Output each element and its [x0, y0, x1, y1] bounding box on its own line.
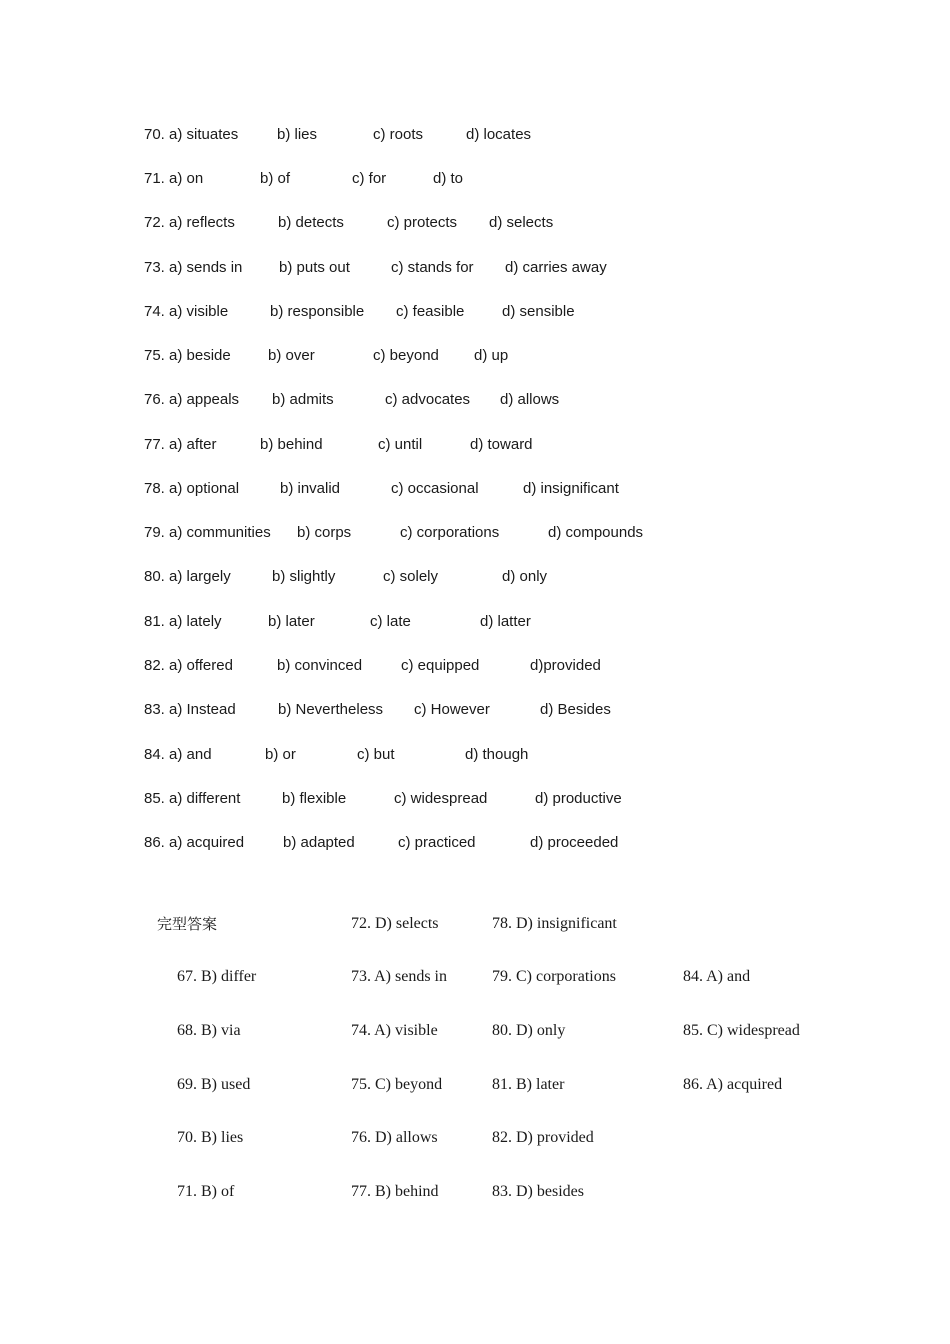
option-d: d) latter [480, 613, 531, 630]
option-c: c) roots [373, 126, 424, 143]
answer-item: 80. D) only [492, 1022, 566, 1039]
option-c: c) widespread [394, 790, 488, 807]
option-b: b) invalid [280, 480, 341, 497]
option-d: d) though [465, 746, 529, 763]
answer-item: 69. B) used [177, 1076, 251, 1093]
answer-item: 84. A) and [683, 968, 751, 985]
answer-item: 78. D) insignificant [492, 915, 617, 932]
option-a: a) visible [169, 303, 229, 320]
answer-item: 76. D) allows [351, 1129, 438, 1146]
option-d: d) up [474, 347, 509, 364]
option-b: b) admits [272, 391, 334, 408]
option-a: a) situates [169, 126, 239, 143]
option-c: c) for [352, 170, 387, 187]
question-row [144, 168, 844, 190]
question-number: 77. [144, 436, 165, 453]
option-a: a) largely [169, 568, 231, 585]
option-a: a) reflects [169, 214, 235, 231]
question-number: 84. [144, 746, 165, 763]
question-number: 80. [144, 568, 165, 585]
question-row [144, 345, 844, 367]
answer-item: 81. B) later [492, 1076, 565, 1093]
question-row [144, 478, 844, 500]
option-c: c) equipped [401, 657, 480, 674]
question-row [144, 699, 844, 721]
option-c: c) protects [387, 214, 458, 231]
answer-item: 86. A) acquired [683, 1076, 783, 1093]
question-row [144, 212, 844, 234]
question-number: 83. [144, 701, 165, 718]
option-c: c) beyond [373, 347, 439, 364]
option-b: b) convinced [277, 657, 363, 674]
option-b: b) adapted [283, 834, 355, 851]
answer-item: 71. B) of [177, 1183, 235, 1200]
option-a: a) appeals [169, 391, 240, 408]
question-row [144, 611, 844, 633]
option-a: a) sends in [169, 259, 243, 276]
question-number: 71. [144, 170, 165, 187]
option-d: d) toward [470, 436, 533, 453]
question-row [144, 788, 844, 810]
option-c: c) advocates [385, 391, 471, 408]
question-row [144, 655, 844, 677]
answer-item: 68. B) via [177, 1022, 241, 1039]
option-a: a) communities [169, 524, 271, 541]
question-row [144, 566, 844, 588]
option-d: d) selects [489, 214, 554, 231]
option-d: d) allows [500, 391, 560, 408]
option-d: d) carries away [505, 259, 607, 276]
option-b: b) responsible [270, 303, 365, 320]
answer-item: 74. A) visible [351, 1022, 438, 1039]
option-b: b) of [260, 170, 291, 187]
option-b: b) over [268, 347, 315, 364]
option-d: d) locates [466, 126, 532, 143]
option-d: d) to [433, 170, 464, 187]
answers-title: 完型答案 [157, 915, 218, 933]
option-b: b) slightly [272, 568, 336, 585]
question-number: 75. [144, 347, 165, 364]
question-row [144, 257, 844, 279]
question-number: 72. [144, 214, 165, 231]
option-c: c) stands for [391, 259, 474, 276]
question-row [144, 832, 844, 854]
option-c: c) practiced [398, 834, 476, 851]
option-a: a) optional [169, 480, 240, 497]
answer-item: 82. D) provided [492, 1129, 594, 1146]
question-number: 81. [144, 613, 165, 630]
option-a: a) beside [169, 347, 231, 364]
question-row [144, 434, 844, 456]
option-c: c) solely [383, 568, 439, 585]
option-d: d) Besides [540, 701, 611, 718]
question-row [144, 389, 844, 411]
question-number: 70. [144, 126, 165, 143]
question-number: 82. [144, 657, 165, 674]
option-b: b) detects [278, 214, 344, 231]
answer-item: 70. B) lies [177, 1129, 244, 1146]
question-number: 73. [144, 259, 165, 276]
option-c: c) However [414, 701, 490, 718]
option-a: a) after [169, 436, 217, 453]
question-number: 76. [144, 391, 165, 408]
answer-item: 72. D) selects [351, 915, 439, 932]
option-b: b) puts out [279, 259, 350, 276]
option-b: b) lies [277, 126, 318, 143]
question-number: 78. [144, 480, 165, 497]
option-b: b) flexible [282, 790, 347, 807]
question-number: 86. [144, 834, 165, 851]
answer-item: 75. C) beyond [351, 1076, 443, 1093]
option-c: c) occasional [391, 480, 479, 497]
answer-item: 83. D) besides [492, 1183, 584, 1200]
answer-item: 77. B) behind [351, 1183, 439, 1200]
option-b: b) Nevertheless [278, 701, 384, 718]
option-d: d) productive [535, 790, 622, 807]
answer-item: 73. A) sends in [351, 968, 447, 985]
option-b: b) corps [297, 524, 352, 541]
option-b: b) behind [260, 436, 323, 453]
question-number: 85. [144, 790, 165, 807]
option-d: d) proceeded [530, 834, 619, 851]
question-row [144, 301, 844, 323]
option-a: a) on [169, 170, 204, 187]
option-d: d) insignificant [523, 480, 619, 497]
option-a: a) acquired [169, 834, 245, 851]
option-d: d) sensible [502, 303, 575, 320]
answer-item: 85. C) widespread [683, 1022, 800, 1039]
answer-item: 79. C) corporations [492, 968, 616, 985]
option-d: d)provided [530, 657, 601, 674]
question-number: 79. [144, 524, 165, 541]
question-number: 74. [144, 303, 165, 320]
option-c: c) but [357, 746, 395, 763]
option-d: d) only [502, 568, 548, 585]
answer-item: 67. B) differ [177, 968, 257, 985]
option-d: d) compounds [548, 524, 644, 541]
option-a: a) lately [169, 613, 222, 630]
option-a: a) different [169, 790, 241, 807]
option-a: a) Instead [169, 701, 236, 718]
option-c: c) feasible [396, 303, 465, 320]
option-c: c) corporations [400, 524, 500, 541]
question-row [144, 744, 844, 766]
option-c: c) late [370, 613, 411, 630]
question-row [144, 124, 844, 146]
question-row [144, 522, 844, 544]
option-a: a) and [169, 746, 212, 763]
option-a: a) offered [169, 657, 233, 674]
option-b: b) or [265, 746, 296, 763]
option-b: b) later [268, 613, 315, 630]
option-c: c) until [378, 436, 423, 453]
